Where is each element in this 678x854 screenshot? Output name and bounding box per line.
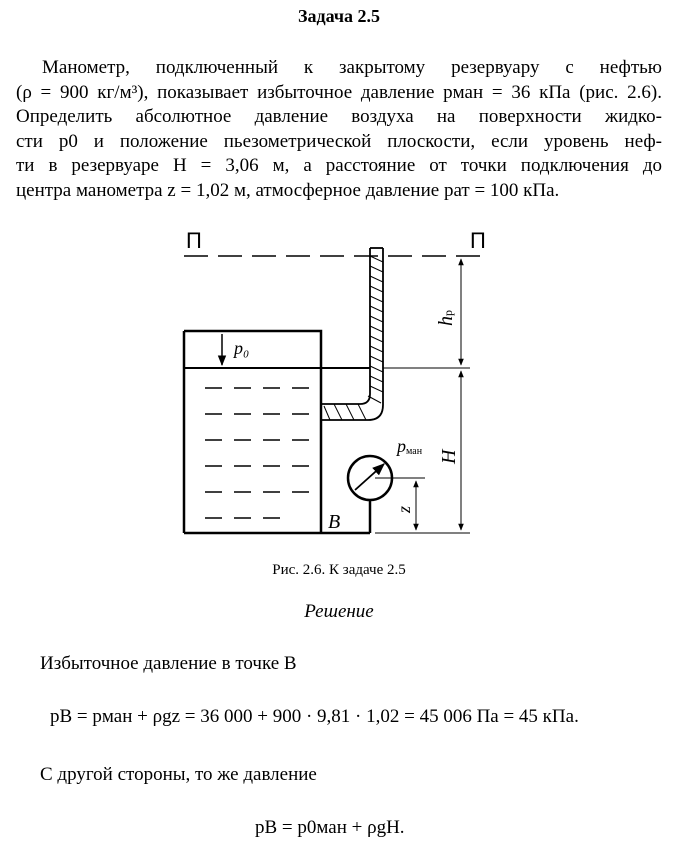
tank-figure [0, 226, 678, 556]
equation-1: pB = pман + ρgz = 36 000 + 900 · 9,81 · 1,02 = 45 006 Па = 45 кПа. [50, 706, 579, 727]
problem-line-1: Манометр, подключенный к закрытому резервуару с нефтью [42, 57, 662, 78]
problem-line-6: центра манометра z = 1,02 м, атмосферное давление pат = 100 кПа. [16, 179, 560, 201]
solution-heading: Решение [304, 601, 374, 622]
solution-step-2: С другой стороны, то же давление [40, 764, 317, 785]
problem-line-4: сти p0 и положение пьезометрической плоскости, если уровень неф- [16, 130, 662, 152]
figure-caption: Рис. 2.6. К задаче 2.5 [272, 562, 406, 578]
z-label: z [394, 505, 414, 513]
hp-label: hp [435, 310, 457, 326]
manometer [348, 456, 392, 533]
point-B-label: B [328, 511, 341, 533]
problem-line-3: Определить абсолютное давление воздуха на поверхности жидко- [16, 106, 662, 127]
plane-label-right: П [470, 228, 486, 253]
equation-2: pB = p0ман + ρgH. [255, 817, 405, 838]
solution-step-1: Избыточное давление в точке B [40, 653, 297, 674]
piezometer-tube [321, 248, 383, 420]
p0-label: p₀ [234, 338, 250, 358]
plane-label-left: П [186, 228, 202, 253]
tank [184, 331, 370, 533]
pman-label: pман [397, 436, 423, 457]
problem-title: Задача 2.5 [297, 6, 381, 26]
problem-line-2: (ρ = 900 кг/м³), показывает избыточное давление pман = 36 кПа (рис. 2.6). [16, 81, 662, 103]
dimension-lines [375, 259, 470, 533]
problem-line-5: ти в резервуаре H = 3,06 м, а расстояние от точки подключения до [16, 155, 662, 176]
problem-statement [16, 56, 662, 203]
H-label: H [438, 449, 460, 464]
